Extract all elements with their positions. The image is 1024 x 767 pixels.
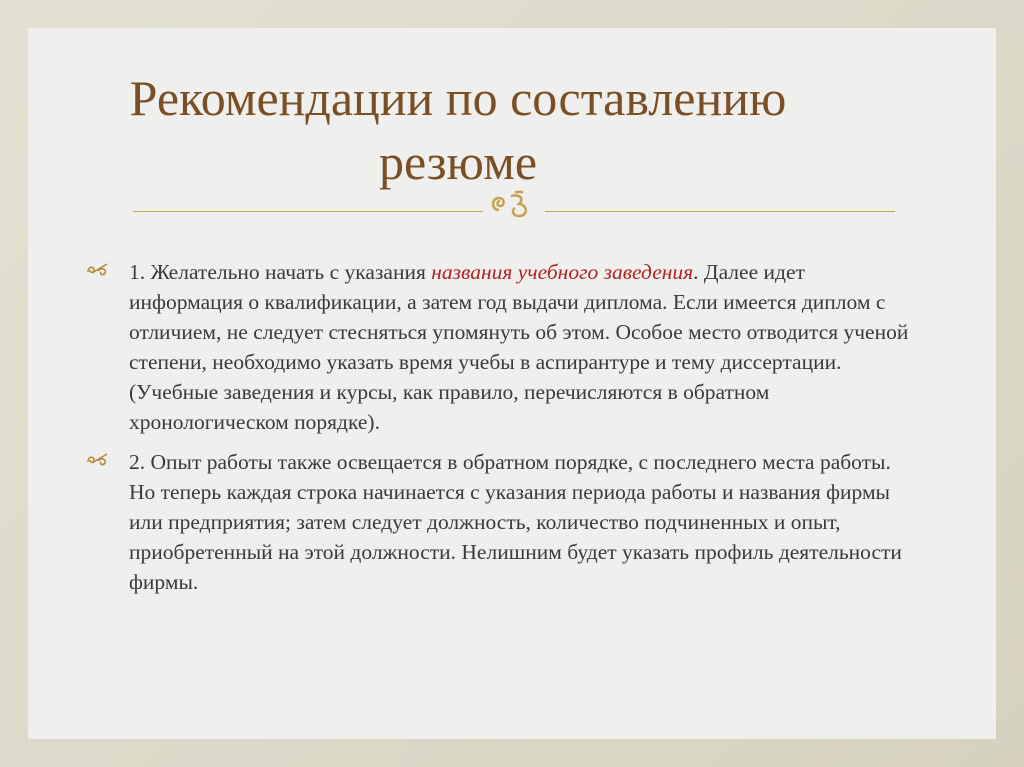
divider-line-left <box>133 211 483 212</box>
item-2-text: 2. Опыт работы также освещается в обратном порядке, с последнего места работы. Но теперь каждая строка начинается с указания периода работы и названия фирмы или предприятия; затем следует должность, количество подчиненных и опыт, приобретенный на этой должности. Нелишним будет указать профиль деятельности фирмы. <box>129 450 902 594</box>
flourish-icon <box>485 186 543 237</box>
item-1-text-before: 1. Желательно начать с указания <box>129 260 432 284</box>
bullet-icon <box>85 447 111 477</box>
slide-title <box>28 66 888 194</box>
title-divider <box>133 192 893 232</box>
bullet-svg <box>85 448 111 468</box>
flourish-svg <box>485 186 543 226</box>
list-item <box>85 257 915 437</box>
item-1-text-after: . Далее идет информация о квалификации, а затем год выдачи диплома. Если имеется диплом с отличием, не следует стесняться упомянуть об этом. Особое место отводится ученой степени, необходимо указать время учебы в аспирантуре и тему диссертации. (Учебные заведения и курсы, как правило, перечисляются в обратном хронологическом порядке). <box>129 260 909 434</box>
bullet-list <box>85 257 915 607</box>
list-item <box>85 447 915 597</box>
item-1-highlight: названия учебного заведения <box>431 260 694 284</box>
slide <box>28 28 996 739</box>
bullet-svg <box>85 258 111 278</box>
bullet-icon <box>85 257 111 287</box>
title-line-1: Рекомендации по составлению <box>129 70 787 126</box>
divider-line-right <box>545 211 895 212</box>
title-line-2: резюме <box>378 134 538 190</box>
